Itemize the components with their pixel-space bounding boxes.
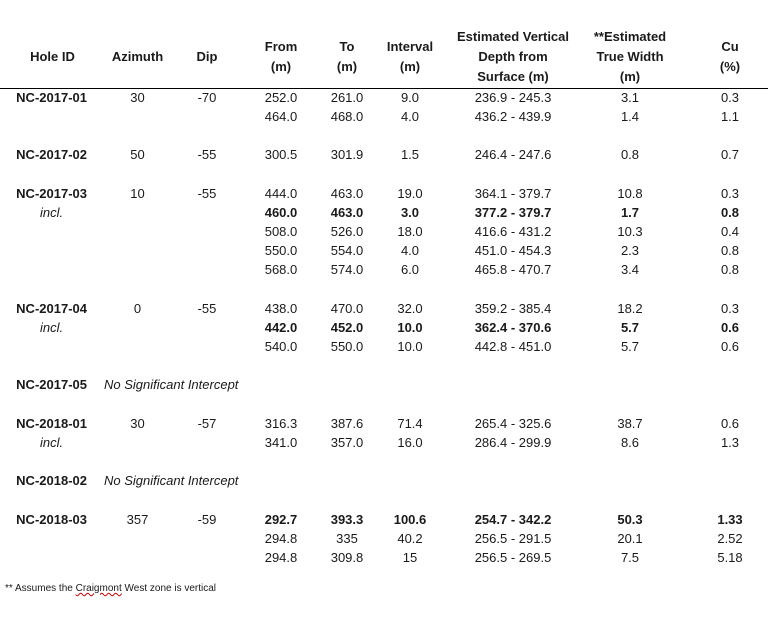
- cell-vertical-depth: 256.5 - 269.5: [474, 550, 552, 565]
- cell-from: 341.0: [264, 435, 298, 450]
- cell-cu: 0.4: [720, 224, 740, 239]
- cell-to: 387.6: [330, 416, 364, 431]
- header-cu: Cu (%): [719, 39, 741, 74]
- cell-vertical-depth: 465.8 - 470.7: [474, 262, 552, 277]
- cell-dip: -55: [197, 186, 217, 201]
- footnote-prefix: ** Assumes the: [5, 583, 76, 594]
- cell-interval: 15: [402, 550, 418, 565]
- header-true-width: **Estimated True Width (m): [593, 29, 667, 84]
- cell-to: 574.0: [330, 262, 364, 277]
- cell-vertical-depth: 364.1 - 379.7: [474, 186, 552, 201]
- cell-to: 301.9: [330, 147, 364, 162]
- cell-cu: 0.6: [720, 320, 740, 335]
- cell-cu: 5.18: [717, 550, 743, 565]
- cell-from: 300.5: [264, 147, 298, 162]
- cell-vertical-depth: 451.0 - 454.3: [474, 243, 552, 258]
- cell-true-width: 8.6: [620, 435, 640, 450]
- cell-to: 554.0: [330, 243, 364, 258]
- cell-dip: -55: [197, 301, 217, 316]
- cell-vertical-depth: 256.5 - 291.5: [474, 531, 552, 546]
- cell-to: 463.0: [330, 205, 364, 220]
- cell-true-width: 20.1: [617, 531, 643, 546]
- cell-azimuth: 30: [130, 416, 145, 431]
- cell-from: 460.0: [264, 205, 298, 220]
- cell-cu: 0.3: [720, 186, 740, 201]
- cell-from: 568.0: [264, 262, 298, 277]
- header-vertical-depth: Estimated Vertical Depth from Surface (m): [457, 29, 569, 84]
- cell-vertical-depth: 265.4 - 325.6: [474, 416, 552, 431]
- cell-interval: 1.5: [400, 147, 420, 162]
- cell-interval: 40.2: [397, 531, 423, 546]
- cell-to: 357.0: [330, 435, 364, 450]
- cell-vertical-depth: 436.2 - 439.9: [474, 109, 552, 124]
- header-dip: Dip: [196, 49, 218, 64]
- cell-interval: 18.0: [397, 224, 423, 239]
- cell-hole-id: NC-2017-05: [16, 377, 87, 392]
- cell-interval: 100.6: [393, 512, 427, 527]
- cell-from: 550.0: [264, 243, 298, 258]
- cell-cu: 1.33: [717, 512, 743, 527]
- header-hole-id: Hole ID: [30, 49, 75, 64]
- footnote: [5, 583, 216, 594]
- cell-interval: 6.0: [400, 262, 420, 277]
- cell-hole-id: incl.: [40, 205, 64, 220]
- cell-interval: 4.0: [400, 109, 420, 124]
- cell-vertical-depth: 362.4 - 370.6: [474, 320, 552, 335]
- header-to: To (m): [336, 39, 358, 74]
- cell-hole-id: NC-2017-02: [16, 147, 87, 162]
- cell-interval: 16.0: [397, 435, 423, 450]
- cell-to: 452.0: [330, 320, 364, 335]
- cell-vertical-depth: 359.2 - 385.4: [474, 301, 552, 316]
- cell-to: 470.0: [330, 301, 364, 316]
- cell-cu: 1.1: [720, 109, 740, 124]
- cell-cu: 0.6: [720, 339, 740, 354]
- cell-from: 464.0: [264, 109, 298, 124]
- cell-cu: 1.3: [720, 435, 740, 450]
- cell-hole-id: NC-2017-04: [16, 301, 87, 316]
- header-azimuth: Azimuth: [111, 49, 164, 64]
- cell-from: 508.0: [264, 224, 298, 239]
- cell-hole-id: NC-2018-03: [16, 512, 87, 527]
- cell-no-intercept-note: No Significant Intercept: [104, 377, 239, 392]
- cell-interval: 10.0: [397, 320, 423, 335]
- cell-from: 294.8: [264, 550, 298, 565]
- cell-from: 438.0: [264, 301, 298, 316]
- cell-no-intercept-note: No Significant Intercept: [104, 473, 239, 488]
- cell-vertical-depth: 442.8 - 451.0: [474, 339, 552, 354]
- cell-true-width: 0.8: [620, 147, 640, 162]
- cell-interval: 19.0: [397, 186, 423, 201]
- cell-true-width: 5.7: [620, 339, 640, 354]
- cell-cu: 0.6: [720, 416, 740, 431]
- header-from: From (m): [264, 39, 298, 74]
- cell-interval: 32.0: [397, 301, 423, 316]
- cell-to: 335: [336, 531, 358, 546]
- cell-dip: -70: [197, 90, 217, 105]
- cell-cu: 0.7: [720, 147, 740, 162]
- cell-true-width: 1.4: [620, 109, 640, 124]
- cell-true-width: 50.3: [617, 512, 643, 527]
- cell-true-width: 2.3: [620, 243, 640, 258]
- cell-to: 550.0: [330, 339, 364, 354]
- cell-true-width: 18.2: [617, 301, 643, 316]
- cell-hole-id: NC-2017-01: [16, 90, 87, 105]
- cell-cu: 0.3: [720, 90, 740, 105]
- cell-interval: 9.0: [400, 90, 420, 105]
- cell-interval: 4.0: [400, 243, 420, 258]
- cell-hole-id: incl.: [40, 320, 64, 335]
- cell-dip: -55: [197, 147, 217, 162]
- cell-from: 444.0: [264, 186, 298, 201]
- cell-from: 252.0: [264, 90, 298, 105]
- cell-interval: 3.0: [400, 205, 420, 220]
- cell-vertical-depth: 254.7 - 342.2: [474, 512, 552, 527]
- cell-from: 294.8: [264, 531, 298, 546]
- cell-azimuth: 50: [130, 147, 145, 162]
- cell-true-width: 3.1: [620, 90, 640, 105]
- cell-dip: -57: [197, 416, 217, 431]
- cell-true-width: 38.7: [617, 416, 643, 431]
- cell-cu: 2.52: [717, 531, 743, 546]
- cell-true-width: 5.7: [620, 320, 640, 335]
- cell-true-width: 7.5: [620, 550, 640, 565]
- cell-azimuth: 10: [130, 186, 145, 201]
- cell-from: 316.3: [264, 416, 298, 431]
- cell-true-width: 10.3: [617, 224, 643, 239]
- cell-true-width: 3.4: [620, 262, 640, 277]
- cell-hole-id: NC-2017-03: [16, 186, 87, 201]
- cell-to: 468.0: [330, 109, 364, 124]
- cell-true-width: 1.7: [620, 205, 640, 220]
- cell-vertical-depth: 377.2 - 379.7: [474, 205, 552, 220]
- header-interval: Interval (m): [386, 39, 434, 74]
- cell-to: 261.0: [330, 90, 364, 105]
- cell-vertical-depth: 286.4 - 299.9: [474, 435, 552, 450]
- footnote-suffix: West zone is vertical: [121, 583, 217, 594]
- cell-hole-id: NC-2018-01: [16, 416, 87, 431]
- cell-cu: 0.8: [720, 243, 740, 258]
- cell-from: 292.7: [264, 512, 298, 527]
- cell-hole-id: incl.: [40, 435, 64, 450]
- cell-true-width: 10.8: [617, 186, 643, 201]
- cell-interval: 71.4: [397, 416, 423, 431]
- cell-azimuth: 0: [133, 301, 142, 316]
- cell-to: 526.0: [330, 224, 364, 239]
- cell-azimuth: 357: [126, 512, 149, 527]
- cell-vertical-depth: 246.4 - 247.6: [474, 147, 552, 162]
- cell-to: 309.8: [330, 550, 364, 565]
- cell-azimuth: 30: [130, 90, 145, 105]
- cell-hole-id: NC-2018-02: [16, 473, 87, 488]
- cell-interval: 10.0: [397, 339, 423, 354]
- footnote-misspelled-word: Craigmont: [75, 583, 122, 594]
- cell-from: 540.0: [264, 339, 298, 354]
- cell-to: 393.3: [330, 512, 364, 527]
- cell-vertical-depth: 236.9 - 245.3: [474, 90, 552, 105]
- cell-cu: 0.8: [720, 205, 740, 220]
- cell-to: 463.0: [330, 186, 364, 201]
- cell-cu: 0.3: [720, 301, 740, 316]
- cell-cu: 0.8: [720, 262, 740, 277]
- cell-vertical-depth: 416.6 - 431.2: [474, 224, 552, 239]
- cell-dip: -59: [197, 512, 217, 527]
- cell-from: 442.0: [264, 320, 298, 335]
